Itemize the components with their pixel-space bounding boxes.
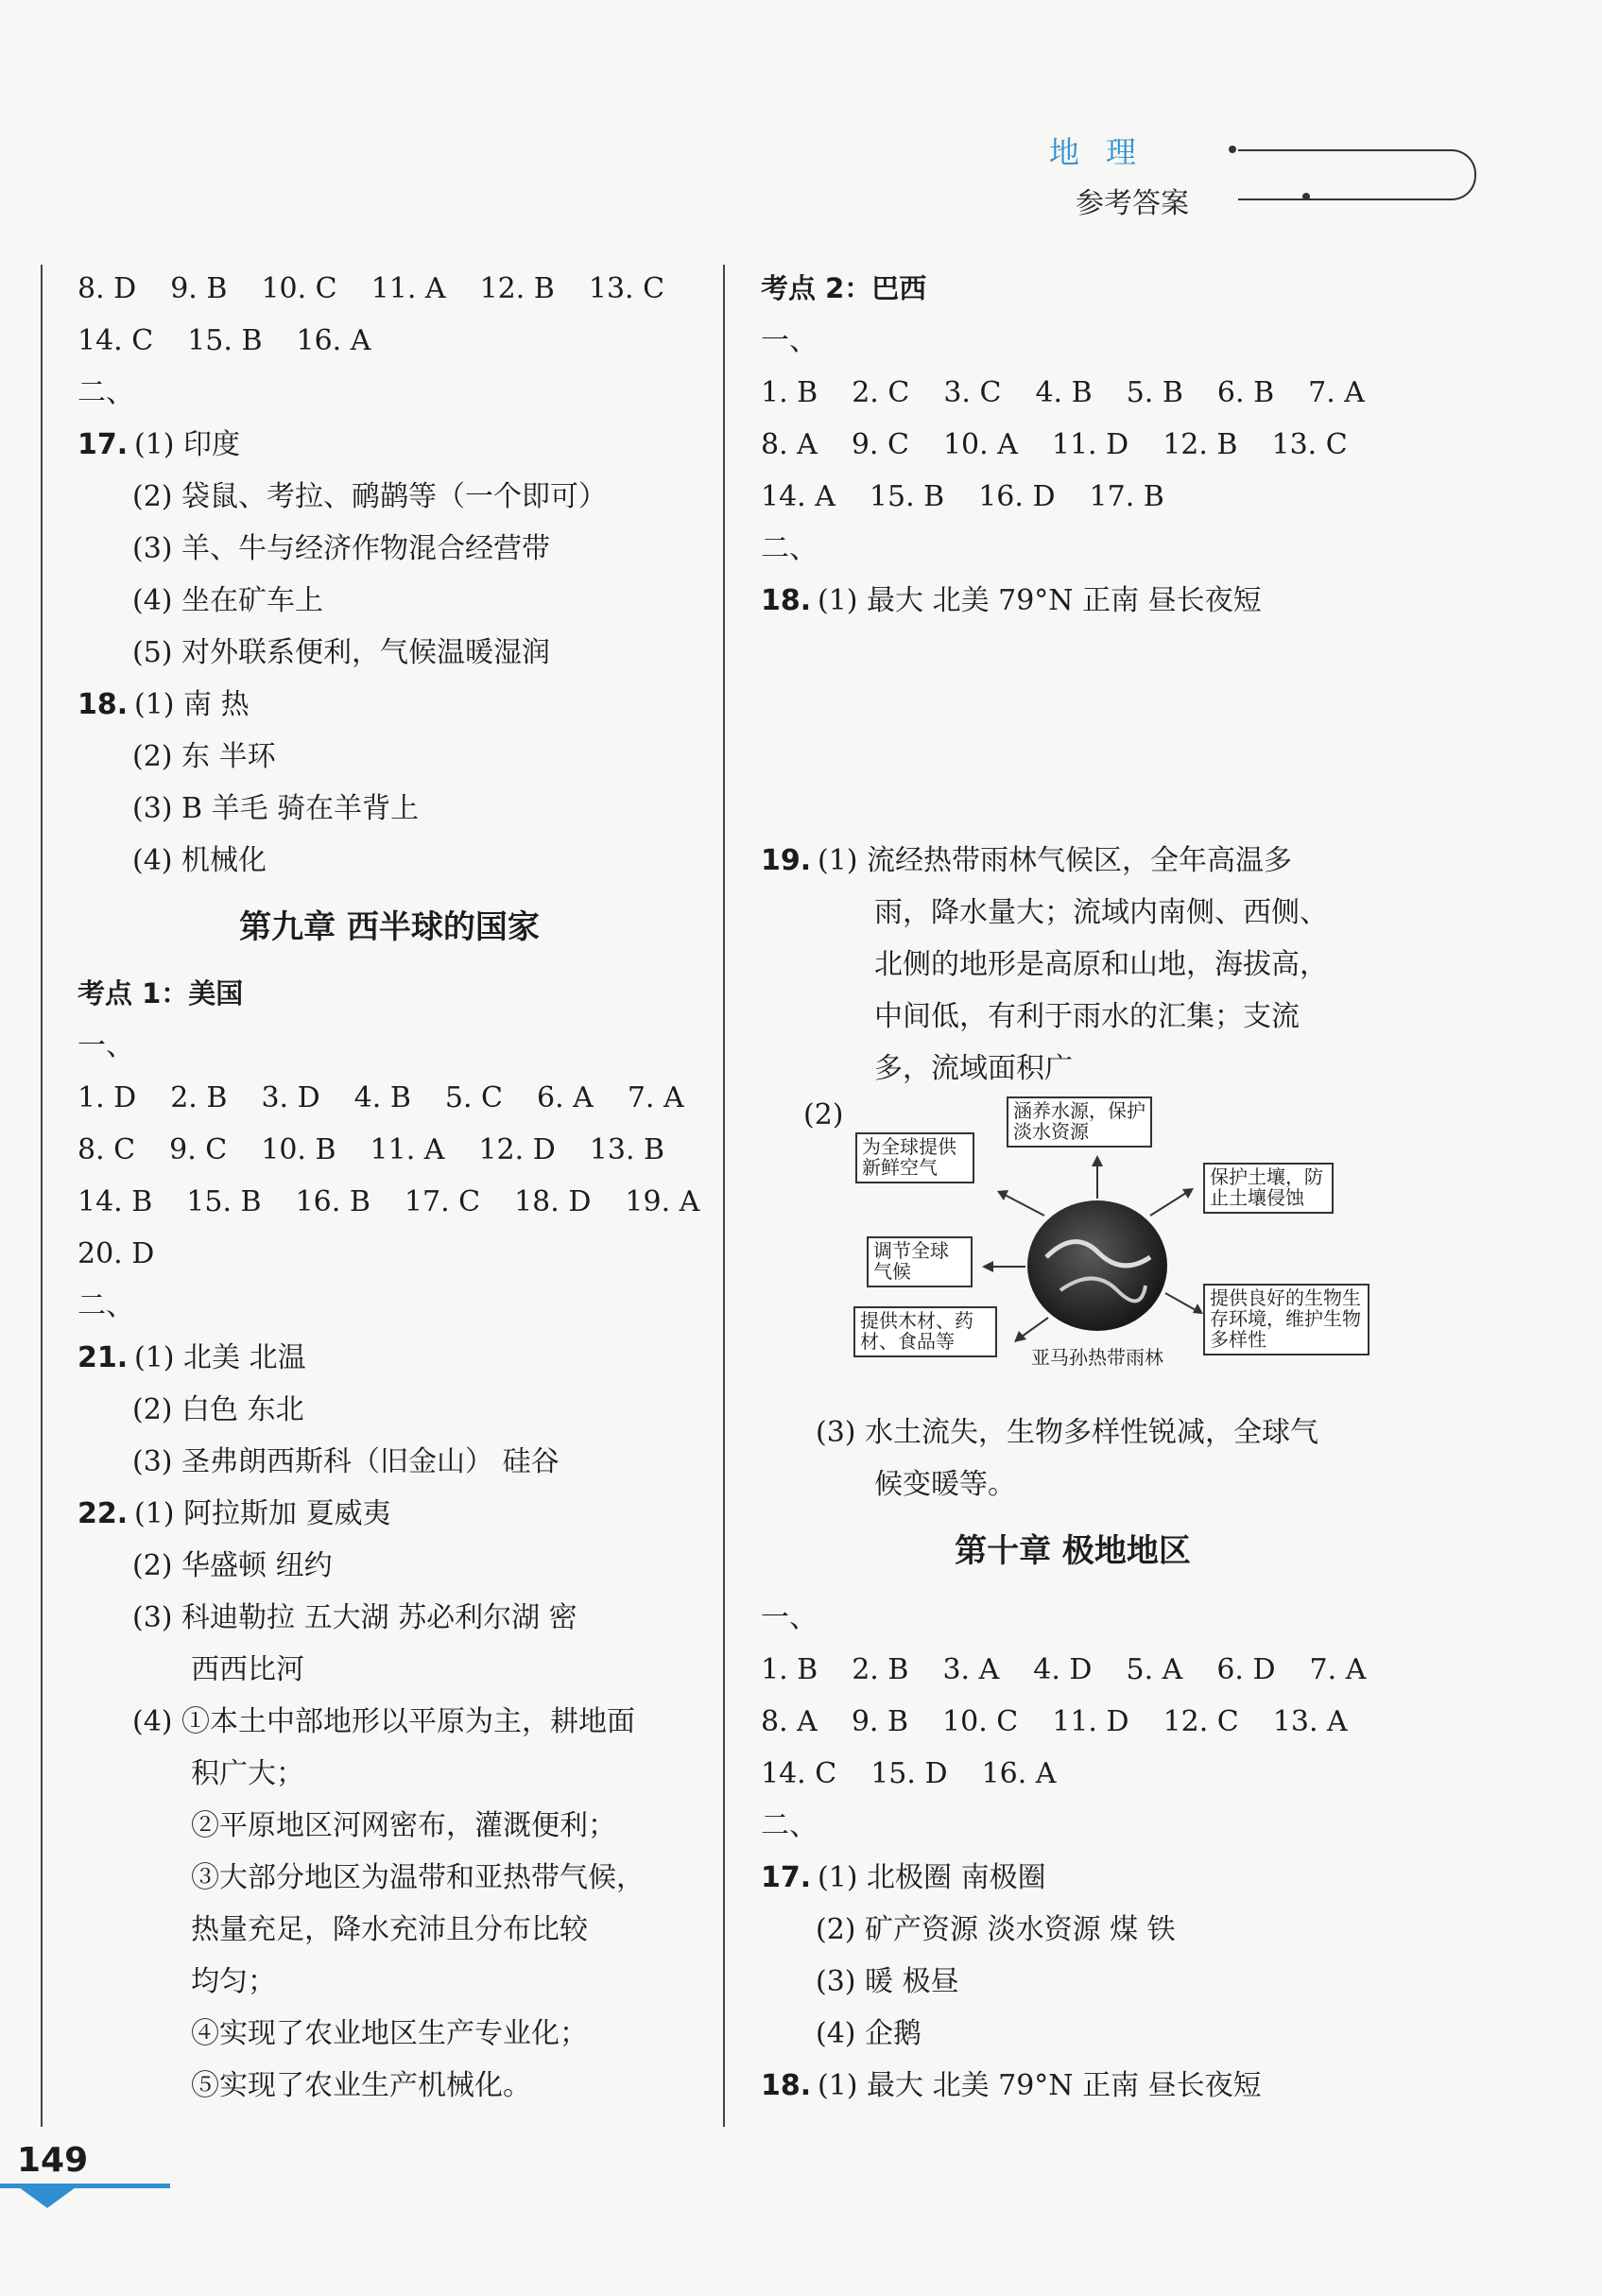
answer-line	[78, 1488, 701, 1540]
answer-text: (1) 北美 北温	[134, 1341, 306, 1374]
mc-answer: 14. A	[761, 480, 835, 513]
answer-line: 均匀；	[191, 1965, 276, 1998]
diagram-box-lower-right: 提供良好的生物生存环境，维护生物多样性	[1203, 1284, 1369, 1355]
mc-row	[761, 1644, 1385, 1696]
topic-heading: 考点 1：美国	[78, 977, 244, 1010]
mc-answer: 14. C	[761, 1757, 837, 1790]
footer-chevron-icon	[19, 2187, 76, 2208]
question-number: 17.	[761, 1861, 812, 1894]
answer-key-label: 参考答案	[1076, 187, 1189, 220]
answer-line: (2) 矿产资源 淡水资源 煤 铁	[816, 1913, 1176, 1946]
mc-answer: 1. D	[78, 1081, 137, 1114]
mc-answer: 3. A	[942, 1653, 1000, 1686]
mc-answer: 6. A	[537, 1081, 594, 1114]
mc-answer: 11. D	[1052, 1705, 1129, 1738]
section-heading: 二、	[78, 1289, 134, 1322]
question-number: 17.	[78, 428, 129, 461]
answer-line: 西西比河	[191, 1653, 304, 1686]
question-number: 18.	[761, 2069, 812, 2102]
mc-answer: 4. B	[353, 1081, 411, 1114]
mc-row	[78, 315, 701, 367]
mc-answer: 1. B	[761, 1653, 818, 1686]
mc-answer: 12. C	[1163, 1705, 1239, 1738]
arrowhead	[1014, 1331, 1026, 1342]
mc-answer: 20. D	[78, 1237, 155, 1270]
section-heading: 二、	[761, 532, 818, 565]
mc-row	[761, 471, 1385, 523]
answer-text: (1) 阿拉斯加 夏威夷	[134, 1497, 391, 1530]
rainforest-picture	[1027, 1200, 1167, 1331]
mc-answer: 19. A	[625, 1185, 700, 1218]
mc-answer: 8. C	[78, 1133, 136, 1166]
answer-line: 雨，降水量大；流域内南侧、西侧、	[874, 896, 1328, 929]
question-number: 19.	[761, 844, 812, 877]
mc-answer: 4. B	[1035, 376, 1093, 409]
mc-answer: 10. A	[942, 428, 1018, 461]
answer-line	[761, 783, 1385, 835]
answer-line: (4) ①本土中部地形以平原为主，耕地面	[132, 1705, 636, 1738]
mc-answer: 9. C	[851, 428, 909, 461]
mc-answer: 13. C	[588, 272, 665, 305]
diagram-box-upper-left: 为全球提供新鲜空气	[855, 1132, 974, 1183]
answer-line: (4) 坐在矿车上	[132, 584, 324, 617]
answer-line	[761, 835, 1385, 887]
answer-label: (2)	[803, 1098, 844, 1131]
mc-answer: 5. A	[1126, 1653, 1183, 1686]
diagram-caption: 亚马孙热带雨林	[1031, 1346, 1163, 1369]
mc-answer: 1. B	[761, 376, 818, 409]
mc-answer: 2. B	[852, 1653, 909, 1686]
answer-line: (2) 白色 东北	[132, 1393, 304, 1426]
arrowhead	[982, 1261, 993, 1272]
answer-line	[761, 731, 1385, 783]
answer-line: (3) 羊、牛与经济作物混合经营带	[132, 532, 551, 565]
rainforest-diagram	[761, 1095, 1385, 1407]
section-heading: 二、	[761, 1809, 818, 1842]
diagram-box-upper-right: 保护土壤，防止土壤侵蚀	[1203, 1163, 1334, 1214]
answer-line: 候变暖等。	[874, 1468, 1016, 1501]
mc-row	[78, 1176, 701, 1228]
left-margin-rule	[41, 265, 43, 2127]
mc-row	[78, 1072, 701, 1124]
answer-line: ⑤实现了农业生产机械化。	[191, 2069, 531, 2102]
mc-answer: 11. A	[370, 272, 446, 305]
header-dot	[1229, 146, 1236, 153]
answer-line	[78, 419, 701, 471]
answer-line: (2) 华盛顿 纽约	[132, 1549, 333, 1582]
mc-answer: 11. D	[1051, 428, 1129, 461]
mc-answer: 14. C	[78, 324, 154, 357]
mc-row	[761, 1696, 1385, 1748]
mc-answer: 15. B	[186, 1185, 262, 1218]
answer-line: 热量充足，降水充沛且分布比较	[191, 1913, 588, 1946]
section-heading: 一、	[761, 324, 818, 357]
answer-line: (2) 东 半环	[132, 740, 276, 773]
answer-line: (3) B 羊毛 骑在羊背上	[132, 792, 420, 825]
answer-line: (3) 科迪勒拉 五大湖 苏必利尔湖 密	[132, 1601, 577, 1634]
mc-answer: 10. C	[942, 1705, 1019, 1738]
header-bracket-line	[1238, 149, 1476, 200]
left-column	[78, 263, 701, 2112]
mc-answer: 2. C	[852, 376, 910, 409]
answer-text: (1) 流经热带雨林气候区，全年高温多	[818, 844, 1293, 877]
mc-answer: 12. D	[478, 1133, 556, 1166]
answer-line: 多，流域面积广	[874, 1052, 1073, 1085]
mc-answer: 6. B	[1216, 376, 1275, 409]
answer-line	[78, 1332, 701, 1384]
answer-line: 北侧的地形是高原和山地，海拔高，	[874, 948, 1328, 981]
answer-text: (1) 最大 北美 79°N 正南 昼长夜短	[818, 584, 1262, 617]
mc-answer: 4. D	[1033, 1653, 1093, 1686]
answer-line	[761, 575, 1385, 627]
mc-answer: 8. A	[761, 428, 818, 461]
mc-answer: 18. D	[514, 1185, 592, 1218]
answer-text: (1) 印度	[134, 428, 241, 461]
answer-line: (3) 水土流失，生物多样性锐减，全球气	[816, 1416, 1319, 1449]
mc-answer: 9. C	[169, 1133, 228, 1166]
mc-answer: 17. B	[1089, 480, 1164, 513]
mc-answer: 6. D	[1216, 1653, 1276, 1686]
arrowhead	[1092, 1155, 1103, 1166]
mc-answer: 5. C	[444, 1081, 503, 1114]
mc-answer: 5. B	[1126, 376, 1183, 409]
diagram-box-lower-left: 提供木材、药材、食品等	[853, 1306, 997, 1357]
mc-row	[78, 1124, 701, 1176]
mc-answer: 7. A	[627, 1081, 684, 1114]
answer-text: (1) 南 热	[134, 688, 250, 721]
mc-answer: 15. B	[869, 480, 945, 513]
mc-answer: 16. B	[295, 1185, 370, 1218]
mc-answer: 11. A	[370, 1133, 445, 1166]
mc-answer: 9. B	[851, 1705, 909, 1738]
answer-line	[761, 679, 1385, 731]
mc-answer: 10. C	[261, 272, 337, 305]
mc-answer: 9. B	[170, 272, 228, 305]
header-dot	[1302, 193, 1310, 200]
question-number: 21.	[78, 1341, 129, 1374]
section-heading: 一、	[78, 1029, 134, 1062]
mc-answer: 8. A	[761, 1705, 818, 1738]
question-number: 18.	[761, 584, 812, 617]
answer-line: (5) 对外联系便利，气候温暖湿润	[132, 636, 551, 669]
answer-line: 积广大；	[191, 1757, 304, 1790]
answer-line	[761, 1852, 1385, 1904]
answer-text: (1) 最大 北美 79°N 正南 昼长夜短	[818, 2069, 1262, 2102]
section-heading: 二、	[78, 376, 134, 409]
mc-answer: 12. B	[1163, 428, 1238, 461]
mc-answer: 16. A	[981, 1757, 1057, 1790]
mc-answer: 13. B	[589, 1133, 665, 1166]
mc-row	[761, 1748, 1385, 1800]
mc-answer: 3. C	[943, 376, 1002, 409]
mc-answer: 10. B	[261, 1133, 336, 1166]
answer-line: ③大部分地区为温带和亚热带气候，	[191, 1861, 645, 1894]
mc-row	[78, 1228, 701, 1280]
mc-answer: 3. D	[261, 1081, 320, 1114]
mc-row	[78, 263, 701, 315]
mc-answer: 16. A	[296, 324, 371, 357]
diagram-box-left: 调节全球气候	[867, 1236, 973, 1287]
answer-line	[78, 679, 701, 731]
subject-title: 地理	[1049, 134, 1163, 170]
mc-answer: 15. D	[870, 1757, 948, 1790]
section-heading: 一、	[761, 1601, 818, 1634]
answer-line: (3) 暖 极昼	[816, 1965, 959, 1998]
mc-row	[761, 367, 1385, 419]
mc-answer: 17. C	[404, 1185, 481, 1218]
mc-answer: 7. A	[1308, 376, 1365, 409]
mc-answer: 12. B	[479, 272, 555, 305]
page-header	[1049, 129, 1380, 233]
chapter-title: 第十章 极地地区	[955, 1532, 1191, 1570]
page-number: 149	[17, 2141, 89, 2180]
mc-answer: 13. A	[1272, 1705, 1348, 1738]
chapter-title: 第九章 西半球的国家	[239, 908, 540, 946]
answer-line: (4) 企鹅	[816, 2017, 922, 2050]
answer-line: 中间低，有利于雨水的汇集；支流	[874, 1000, 1300, 1033]
mc-answer: 8. D	[78, 272, 137, 305]
question-number: 22.	[78, 1497, 129, 1530]
answer-line: (2) 袋鼠、考拉、鸸鹋等（一个即可）	[132, 480, 608, 513]
mc-answer: 13. C	[1271, 428, 1348, 461]
topic-heading: 考点 2：巴西	[761, 272, 927, 304]
answer-text: (1) 北极圈 南极圈	[818, 1861, 1046, 1894]
answer-line	[761, 2060, 1385, 2112]
mc-answer: 15. B	[187, 324, 263, 357]
mc-row	[761, 419, 1385, 471]
mc-answer: 7. A	[1309, 1653, 1367, 1686]
arrow-lower-right	[1165, 1293, 1196, 1310]
right-column	[761, 263, 1385, 2112]
answer-line: ②平原地区河网密布，灌溉便利；	[191, 1809, 616, 1842]
mc-answer: 14. B	[78, 1185, 153, 1218]
diagram-box-top: 涵养水源，保护淡水资源	[1007, 1096, 1152, 1148]
mc-answer: 16. D	[978, 480, 1056, 513]
answer-line: ④实现了农业地区生产专业化；	[191, 2017, 588, 2050]
mc-answer: 2. B	[170, 1081, 228, 1114]
answer-line	[761, 627, 1385, 679]
answer-line: (4) 机械化	[132, 844, 267, 877]
column-divider	[723, 265, 725, 2127]
question-number: 18.	[78, 688, 129, 721]
answer-line: (3) 圣弗朗西斯科（旧金山） 硅谷	[132, 1445, 560, 1478]
